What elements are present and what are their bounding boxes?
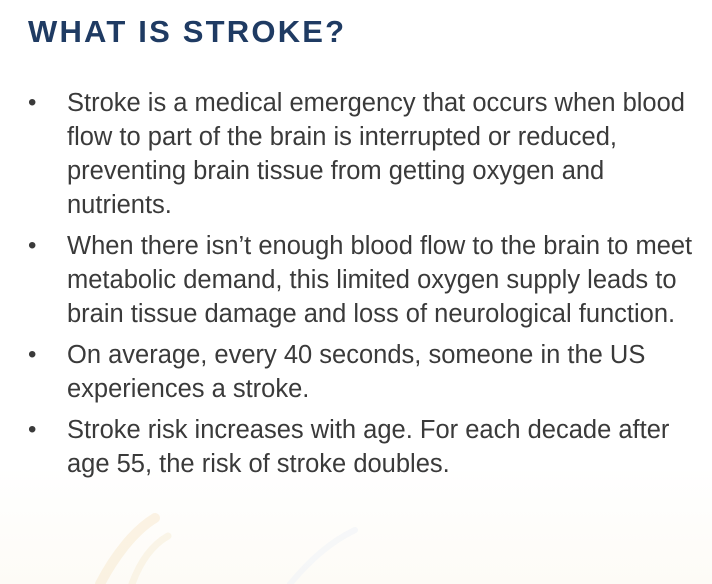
- slide-title: WHAT IS STROKE?: [28, 14, 347, 49]
- bullet-icon: •: [28, 232, 37, 259]
- list-item: [28, 413, 708, 481]
- bullet-list: [28, 86, 708, 488]
- bullet-text: Stroke is a medical emergency that occurs when blood flow to part of the brain is interrupted or reduced, preventing brain tissue from getting oxygen and nutrients.: [67, 89, 685, 219]
- bullet-text: On average, every 40 seconds, someone in the US experiences a stroke.: [67, 341, 646, 403]
- bullet-text: Stroke risk increases with age. For each decade after age 55, the risk of stroke doubles.: [67, 416, 670, 478]
- list-item: [28, 229, 708, 331]
- watermark-logo-icon: [40, 500, 370, 584]
- bullet-icon: •: [28, 416, 37, 443]
- list-item: [28, 86, 708, 222]
- list-item: [28, 338, 708, 406]
- bullet-icon: •: [28, 341, 37, 368]
- bullet-text: When there isn’t enough blood flow to the brain to meet metabolic demand, this limited oxygen supply leads to brain tissue damage and loss of neurological function.: [67, 232, 693, 328]
- bullet-icon: •: [28, 89, 37, 116]
